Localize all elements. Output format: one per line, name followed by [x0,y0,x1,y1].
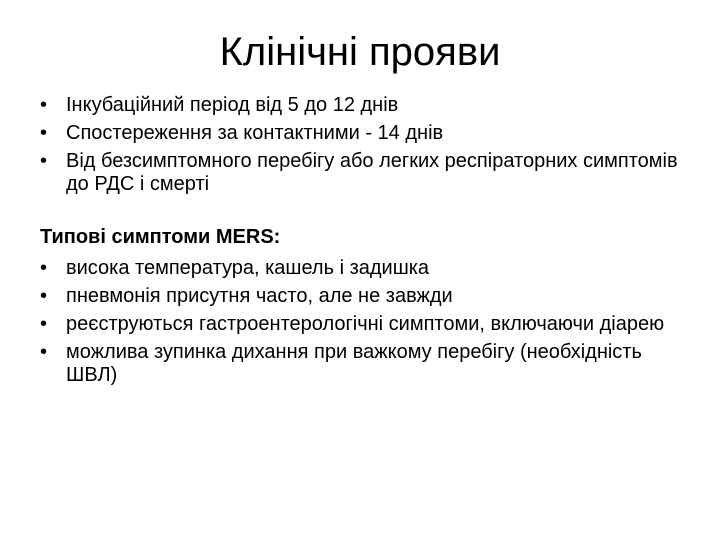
list-item [40,150,690,196]
list-item-text: пневмонія присутня часто, але не завжди [66,285,453,307]
bullet-icon: • [40,150,48,172]
list-item-text: Спостереження за контактними - 14 днів [66,122,444,144]
list-item [40,285,690,308]
list-item [40,122,690,145]
list-item-text: реєструються гастроентерологічні симптоми, включаючи діарею [66,313,665,335]
intro-list [40,94,690,196]
bullet-icon: • [40,313,48,335]
bullet-icon: • [40,122,48,144]
list-item-text: Від безсимптомного перебігу або легких респіраторних симптомів до РДС і смерті [66,150,678,195]
list-item [40,341,690,387]
bullet-icon: • [40,257,48,279]
list-item-text: Інкубаційний період від 5 до 12 днів [66,94,399,116]
symptoms-list [40,257,690,387]
section-spacer [40,201,690,226]
slide-title: Клінічні прояви [219,30,501,74]
list-item [40,313,690,336]
bullet-icon: • [40,341,48,363]
list-item-text: можлива зупинка дихання при важкому перебігу (необхідність ШВЛ) [66,341,642,386]
symptoms-heading: Типові симптоми MERS: [40,226,281,248]
list-item-text: висока температура, кашель і задишка [66,257,430,279]
bullet-icon: • [40,94,48,116]
slide-content [40,94,690,392]
list-item [40,94,690,117]
bullet-icon: • [40,285,48,307]
list-item [40,257,690,280]
